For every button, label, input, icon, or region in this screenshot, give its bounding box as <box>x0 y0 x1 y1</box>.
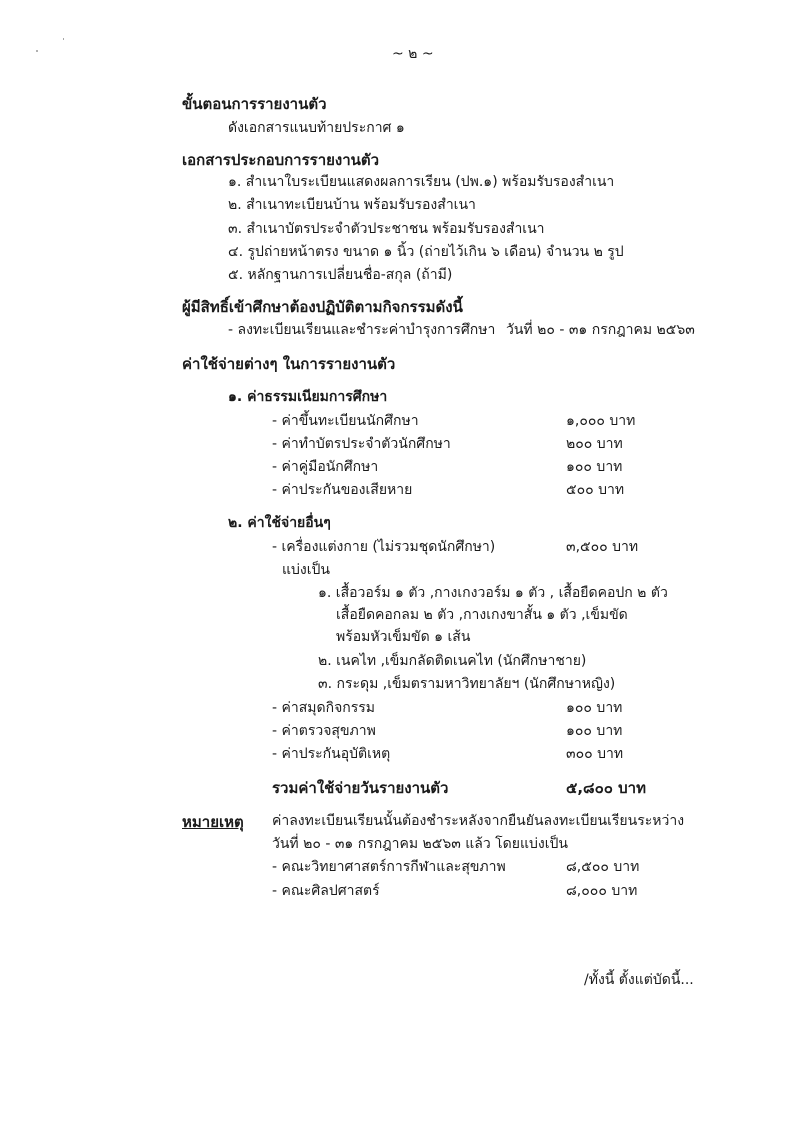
note-item-label: - คณะศิลปศาสตร์ <box>272 883 380 899</box>
other-item-label: - ค่าสมุดกิจกรรม <box>272 700 376 716</box>
document-item: ๓. สำเนาบัตรประจำตัวประชาชน พร้อมรับรองสำเนา <box>228 221 545 237</box>
reporting-steps-heading: ขั้นตอนการรายงานตัว <box>182 95 327 113</box>
uniform-item: ๓. กระดุม ,เข็มตรามหาวิทยาลัยฯ (นักศึกษาหญิง) <box>318 676 616 692</box>
uniform-item: ๒. เนคไท ,เข็มกลัดติดเนคไท (นักศึกษาชาย) <box>318 653 587 669</box>
document-item: ๒. สำเนาทะเบียนบ้าน พร้อมรับรองสำเนา <box>228 197 476 213</box>
fee-item-label: - ค่าขึ้นทะเบียนนักศึกษา <box>272 413 419 429</box>
activity-date: วันที่ ๒๐ - ๓๑ กรกฎาคม ๒๕๖๓ <box>506 322 695 338</box>
other-item-label: - ค่าตรวจสุขภาพ <box>272 723 376 739</box>
uniform-item: พร้อมหัวเข็มขัด ๑ เส้น <box>336 629 471 645</box>
document-item: ๕. หลักฐานการเปลี่ยนชื่อ-สกุล (ถ้ามี) <box>228 267 453 283</box>
fee-item-amount: ๕๐๐ บาท <box>566 482 625 498</box>
uniform-item: ๑. เสื้อวอร์ม ๑ ตัว ,กางเกงวอร์ม ๑ ตัว , เสื้อยืดคอปก ๒ ตัว <box>318 585 668 601</box>
page-number: ~ ๒ ~ <box>392 46 434 62</box>
activities-heading: ผู้มีสิทธิ์เข้าศึกษาต้องปฏิบัติตามกิจกรรมดังนี้ <box>182 298 463 316</box>
reporting-steps-text: ดังเอกสารแนบท้ายประกาศ ๑ <box>228 120 405 136</box>
note-item-amount: ๘,๕๐๐ บาท <box>566 859 640 875</box>
fee-item-amount: ๒๐๐ บาท <box>566 436 623 452</box>
uniform-amount: ๓,๕๐๐ บาท <box>566 539 639 555</box>
note-line: วันที่ ๒๐ - ๓๑ กรกฎาคม ๒๕๖๓ แล้ว โดยแบ่งเป็น <box>272 836 568 852</box>
uniform-item: เสื้อยืดคอกลม ๒ ตัว ,กางเกงขาสั้น ๑ ตัว ,เข็มขัด <box>336 607 628 623</box>
fee-item-amount: ๑,๐๐๐ บาท <box>566 413 636 429</box>
uniform-label: - เครื่องแต่งกาย (ไม่รวมชุดนักศึกษา) <box>272 539 496 555</box>
other-expenses-heading: ๒. ค่าใช้จ่ายอื่นๆ <box>228 515 331 531</box>
note-item-label: - คณะวิทยาศาสตร์การกีฬาและสุขภาพ <box>272 859 506 875</box>
activity-item: - ลงทะเบียนเรียนและชำระค่าบำรุงการศึกษา <box>228 322 496 338</box>
fee-item-label: - ค่าประกันของเสียหาย <box>272 482 413 498</box>
scan-speck <box>63 38 64 40</box>
note-heading: หมายเหตุ <box>182 813 244 831</box>
note-item-amount: ๘,๐๐๐ บาท <box>566 883 638 899</box>
other-item-amount: ๑๐๐ บาท <box>566 700 623 716</box>
fees-heading: ๑. ค่าธรรมเนียมการศึกษา <box>228 389 388 405</box>
continuation-text: /ทั้งนี้ ตั้งแต่บัดนี้... <box>584 972 694 988</box>
divided-as: แบ่งเป็น <box>282 562 330 578</box>
fee-item-label: - ค่าคู่มือนักศึกษา <box>272 459 379 475</box>
document-item: ๑. สำเนาใบระเบียนแสดงผลการเรียน (ปพ.๑) พร้อมรับรองสำเนา <box>228 174 615 190</box>
total-label: รวมค่าใช้จ่ายวันรายงานตัว <box>272 779 449 797</box>
fee-item-label: - ค่าทำบัตรประจำตัวนักศึกษา <box>272 436 451 452</box>
documents-heading: เอกสารประกอบการรายงานตัว <box>182 151 380 169</box>
other-item-amount: ๓๐๐ บาท <box>566 746 624 762</box>
other-item-label: - ค่าประกันอุบัติเหตุ <box>272 746 391 762</box>
expenses-heading: ค่าใช้จ่ายต่างๆ ในการรายงานตัว <box>182 355 396 373</box>
fee-item-amount: ๑๐๐ บาท <box>566 459 623 475</box>
total-amount: ๕,๘๐๐ บาท <box>566 779 646 797</box>
note-line: ค่าลงทะเบียนเรียนนั้นต้องชำระหลังจากยืนยันลงทะเบียนเรียนระหว่าง <box>272 813 685 829</box>
document-item: ๔. รูปถ่ายหน้าตรง ขนาด ๑ นิ้ว (ถ่ายไว้เกิน ๖ เดือน) จำนวน ๒ รูป <box>228 244 624 260</box>
scan-speck <box>36 50 38 52</box>
other-item-amount: ๑๐๐ บาท <box>566 723 623 739</box>
